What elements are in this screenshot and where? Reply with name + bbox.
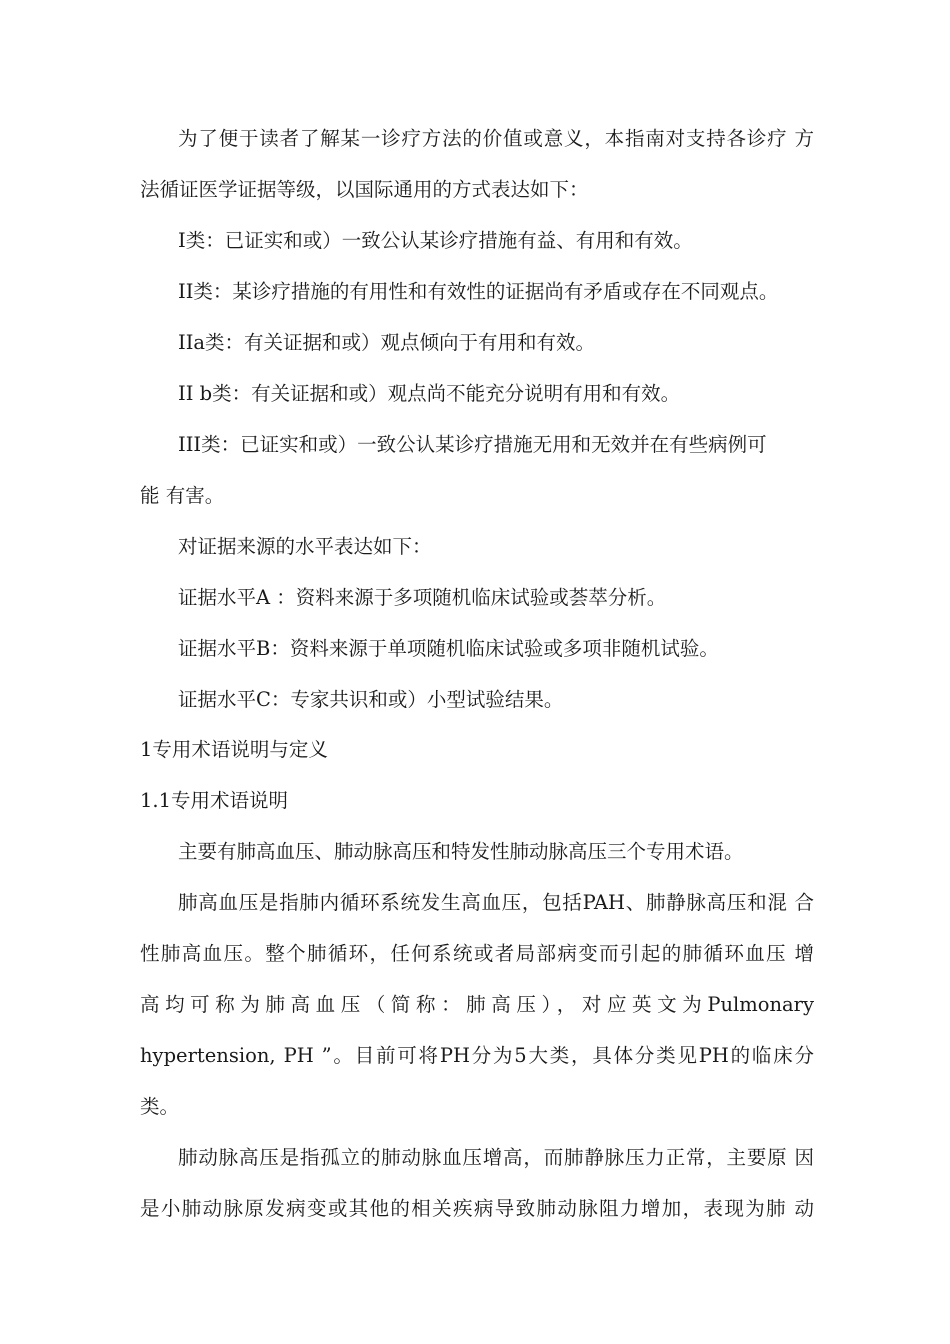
text-line: 对证据来源的水平表达如下： — [178, 535, 432, 558]
text-line: 类。 — [140, 1095, 180, 1118]
text-line: II b类：有关证据和或）观点尚不能充分说明有用和有效。 — [178, 382, 681, 405]
text-line: 高均可称为肺高血压（简称：肺高压），对应英文为Pulmonary — [140, 993, 814, 1016]
text-line: hypertension, PH ”。目前可将PH分为5大类，具体分类见PH的临床分 — [140, 1044, 814, 1067]
text-line: 是小肺动脉原发病变或其他的相关疾病导致肺动脉阻力增加，表现为肺 动 — [140, 1197, 814, 1220]
text-line: 法循证医学证据等级，以国际通用的方式表达如下： — [140, 178, 589, 201]
text-line: II类：某诊疗措施的有用性和有效性的证据尚有矛盾或存在不同观点。 — [178, 280, 779, 303]
text-line: IIa类：有关证据和或）观点倾向于有用和有效。 — [178, 331, 596, 354]
subsection-heading: 1.1专用术语说明 — [140, 789, 289, 812]
text-line: 性肺高血压。整个肺循环，任何系统或者局部病变而引起的肺循环血压 增 — [140, 942, 814, 965]
section-heading: 1专用术语说明与定义 — [140, 738, 328, 761]
text-line: III类：已证实和或）一致公认某诊疗措施无用和无效并在有些病例可 — [178, 433, 767, 456]
text-line: 为了便于读者了解某一诊疗方法的价值或意义，本指南对支持各诊疗 方 — [178, 127, 814, 150]
text-line: 证据水平C：专家共识和或）小型试验结果。 — [178, 688, 564, 711]
text-line: 证据水平B：资料来源于单项随机临床试验或多项非随机试验。 — [178, 637, 719, 660]
text-line: 证据水平A ：资料来源于多项随机临床试验或荟萃分析。 — [178, 586, 667, 609]
text-line: 肺高血压是指肺内循环系统发生高血压，包括PAH、肺静脉高压和混 合 — [178, 891, 814, 914]
text-line: 主要有肺高血压、肺动脉高压和特发性肺动脉高压三个专用术语。 — [178, 840, 744, 863]
text-line: 能 有害。 — [140, 484, 225, 507]
text-line: 肺动脉高压是指孤立的肺动脉血压增高，而肺静脉压力正常，主要原 因 — [178, 1146, 814, 1169]
text-line: I类：已证实和或）一致公认某诊疗措施有益、有用和有效。 — [178, 229, 693, 252]
